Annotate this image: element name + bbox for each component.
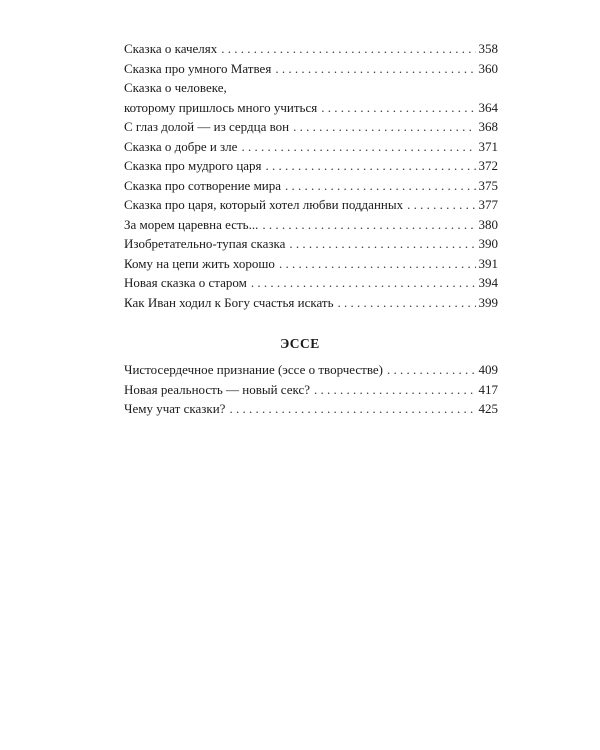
- toc-entry: [124, 98, 498, 118]
- toc-entry-page: 399: [478, 294, 498, 310]
- toc-entry-title: Сказка про мудрого царя: [124, 158, 262, 173]
- toc-entry: [124, 59, 498, 79]
- dot-leader: [229, 399, 475, 419]
- toc-entry-title: Сказка о качелях: [124, 41, 218, 56]
- dot-leader: [266, 156, 476, 176]
- toc-entry-page: 394: [478, 275, 498, 290]
- toc-entry-page: 364: [478, 99, 498, 115]
- toc-entry: [124, 39, 498, 59]
- toc-entry-page: 368: [478, 119, 498, 134]
- toc-list: [124, 39, 498, 312]
- toc-entry-page: 358: [478, 41, 498, 56]
- toc-entry-title: Сказка про царя, который хотел любви подданных: [124, 197, 404, 212]
- dot-leader: [241, 137, 475, 157]
- dot-leader: [321, 98, 475, 118]
- toc-entry-page: 391: [478, 255, 498, 271]
- toc-entry-title: Изобретательно-тупая сказка: [124, 236, 286, 251]
- toc-entry-page: 425: [478, 401, 498, 416]
- essay-toc-list: [124, 360, 498, 419]
- toc-entry-title: Сказка о добре и зле: [124, 138, 238, 154]
- toc-entry-page: 409: [478, 362, 498, 377]
- toc-entry-title: которому пришлось много учиться: [124, 99, 318, 115]
- toc-entry-title: Новая сказка о старом: [124, 275, 247, 290]
- toc-entry-title-line1: Сказка о человеке,: [124, 80, 227, 95]
- dot-leader: [275, 59, 475, 79]
- dot-leader: [407, 195, 475, 215]
- toc-entry-title: Чистосердечное признание (эссе о творчестве): [124, 362, 384, 377]
- toc-entry: [124, 254, 498, 274]
- dot-leader: [251, 273, 476, 293]
- toc-entry: [124, 117, 498, 137]
- dot-leader: [262, 215, 475, 235]
- dot-leader: [221, 39, 475, 59]
- dot-leader: [285, 176, 475, 196]
- toc-entry-title: Чему учат сказки?: [124, 401, 226, 416]
- toc-entry: [124, 399, 498, 419]
- toc-entry-title: Кому на цепи жить хорошо: [124, 255, 275, 271]
- toc-entry-page: 417: [478, 381, 498, 397]
- section-heading-essay: ЭССЕ: [280, 336, 320, 351]
- dot-leader: [293, 117, 475, 137]
- toc-entry-title: Сказка про сотворение мира: [124, 177, 282, 193]
- toc-entry: [124, 234, 498, 254]
- toc-entry-page: 372: [478, 158, 498, 173]
- toc-entry: [124, 195, 498, 215]
- toc-entry: [124, 156, 498, 176]
- toc-entry-title: С глаз долой — из сердца вон: [124, 119, 290, 134]
- toc-entry: [124, 137, 498, 157]
- toc-entry-page: 380: [478, 216, 498, 232]
- toc-entry-page: 390: [478, 236, 498, 251]
- toc-entry-page: 377: [478, 197, 498, 212]
- toc-entry-title: Новая реальность — новый секс?: [124, 381, 311, 397]
- dot-leader: [289, 234, 475, 254]
- dot-leader: [279, 254, 476, 274]
- toc-entry: [124, 176, 498, 196]
- toc-entry-first-line: [124, 78, 498, 98]
- dot-leader: [338, 293, 476, 313]
- toc-entry: [124, 293, 498, 313]
- toc-entry: [124, 273, 498, 293]
- toc-entry-title: Сказка про умного Матвея: [124, 60, 272, 76]
- toc-entry: [124, 360, 498, 380]
- toc-entry: [124, 215, 498, 235]
- toc-entry-title: За морем царевна есть...: [124, 216, 259, 232]
- dot-leader: [314, 380, 475, 400]
- toc-entry-title: Как Иван ходил к Богу счастья искать: [124, 294, 334, 310]
- toc-entry-page: 375: [478, 177, 498, 193]
- toc-entry: [124, 380, 498, 400]
- dot-leader: [387, 360, 475, 380]
- toc-entry-page: 371: [478, 138, 498, 154]
- toc-entry-page: 360: [478, 60, 498, 76]
